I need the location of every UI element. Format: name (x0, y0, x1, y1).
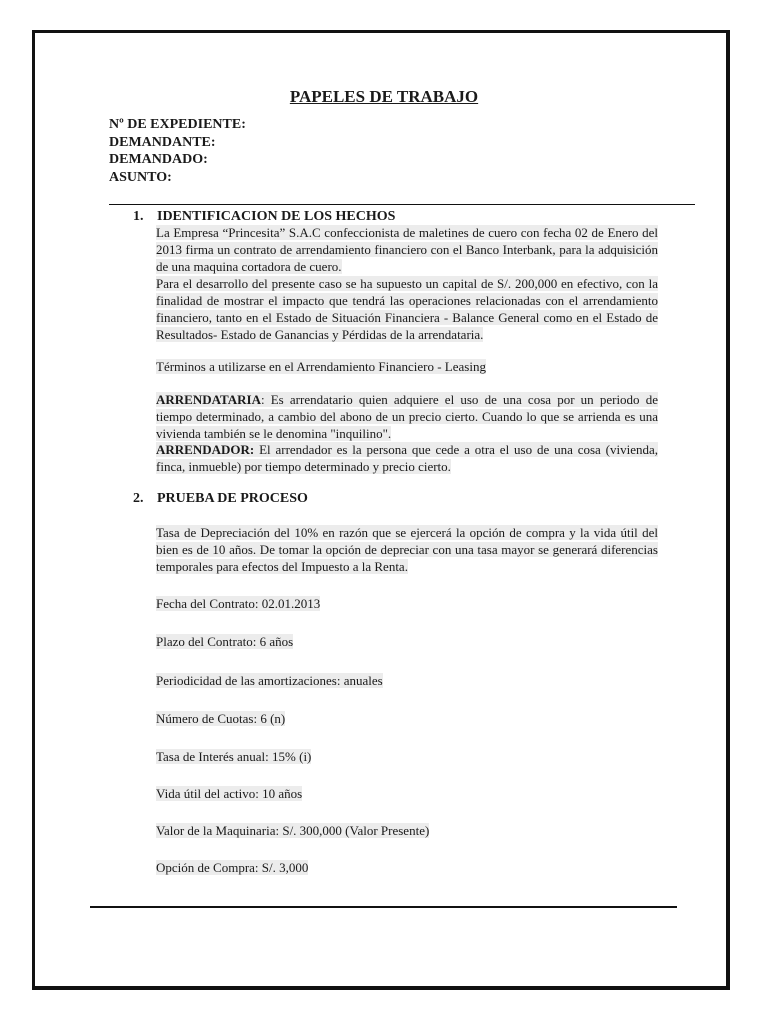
list-item: Fecha del Contrato: 02.01.2013 (156, 596, 321, 611)
bottom-divider (90, 906, 677, 908)
list-item: Opción de Compra: S/. 3,000 (156, 860, 309, 875)
arrendador-term: ARRENDADOR: (156, 442, 255, 457)
list-item: Número de Cuotas: 6 (n) (156, 711, 286, 726)
demandado-label: DEMANDADO: (109, 152, 208, 167)
section-1-paragraph-1: La Empresa “Princesita” S.A.C confeccionista de maletines de cuero con fecha 02 de Enero del 2013 firma un contrato de arrendamiento financiero con el Banco Interbank, para la adquisición de una maquina cortadora de cuero. (156, 225, 658, 274)
asunto-label: ASUNTO: (109, 169, 172, 185)
top-divider (109, 204, 695, 205)
arrendador-text: El arrendador es la persona que cede a otra el uso de una cosa (vivienda, finca, inmueble) por tiempo determinado y precio cierto. (156, 442, 658, 474)
demandante-label: DEMANDANTE: (109, 134, 216, 150)
list-item: Valor de la Maquinaria: S/. 300,000 (Valor Presente) (156, 823, 430, 838)
arrendataria-text: : Es arrendatario quien adquiere el uso de una cosa por un periodo de tiempo determinado, a cambio del abono de un precio cierto. Cuando lo que se arrienda es una vivienda también se le denomina "inquilino". (156, 392, 658, 441)
arrendataria-definition (156, 391, 658, 442)
expediente-label: Nº DE EXPEDIENTE: (109, 117, 246, 132)
section-1-paragraph-2: Para el desarrollo del presente caso se ha supuesto un capital de S/. 200,000 en efectivo, con la finalidad de mostrar el impacto que tendrá las operaciones relacionadas con el arrendamiento financiero, tanto en el Estado de Situación Financiera - Balance General como en el Estado de Resultados- Estado de Ganancias y Pérdidas de la arrendataria. (156, 276, 658, 342)
section-1-terms-intro: Términos a utilizarse en el Arrendamiento Financiero - Leasing (156, 359, 486, 374)
list-item: Vida útil del activo: 10 años (156, 786, 303, 801)
list-item: Plazo del Contrato: 6 años (156, 634, 294, 649)
arrendador-definition (156, 441, 658, 475)
section-2-title: PRUEBA DE PROCESO (157, 491, 308, 506)
section-2-number: 2. (133, 491, 144, 506)
section-1-title: IDENTIFICACION DE LOS HECHOS (157, 209, 396, 224)
section-1-number: 1. (133, 209, 144, 224)
list-item: Periodicidad de las amortizaciones: anuales (156, 673, 383, 688)
case-metadata (109, 116, 246, 186)
document-title: PAPELES DE TRABAJO (289, 87, 479, 106)
section-2-heading (133, 491, 308, 507)
list-item: Tasa de Interés anual: 15% (i) (156, 749, 312, 764)
section-1-heading (133, 209, 395, 225)
section-2-paragraph-1: Tasa de Depreciación del 10% en razón que se ejercerá la opción de compra y la vida útil del bien es de 10 años. De tomar la opción de depreciar con una tasa mayor se generará diferencias temporales para efectos del Impuesto a la Renta. (156, 525, 658, 574)
arrendataria-term: ARRENDATARIA (156, 392, 261, 407)
